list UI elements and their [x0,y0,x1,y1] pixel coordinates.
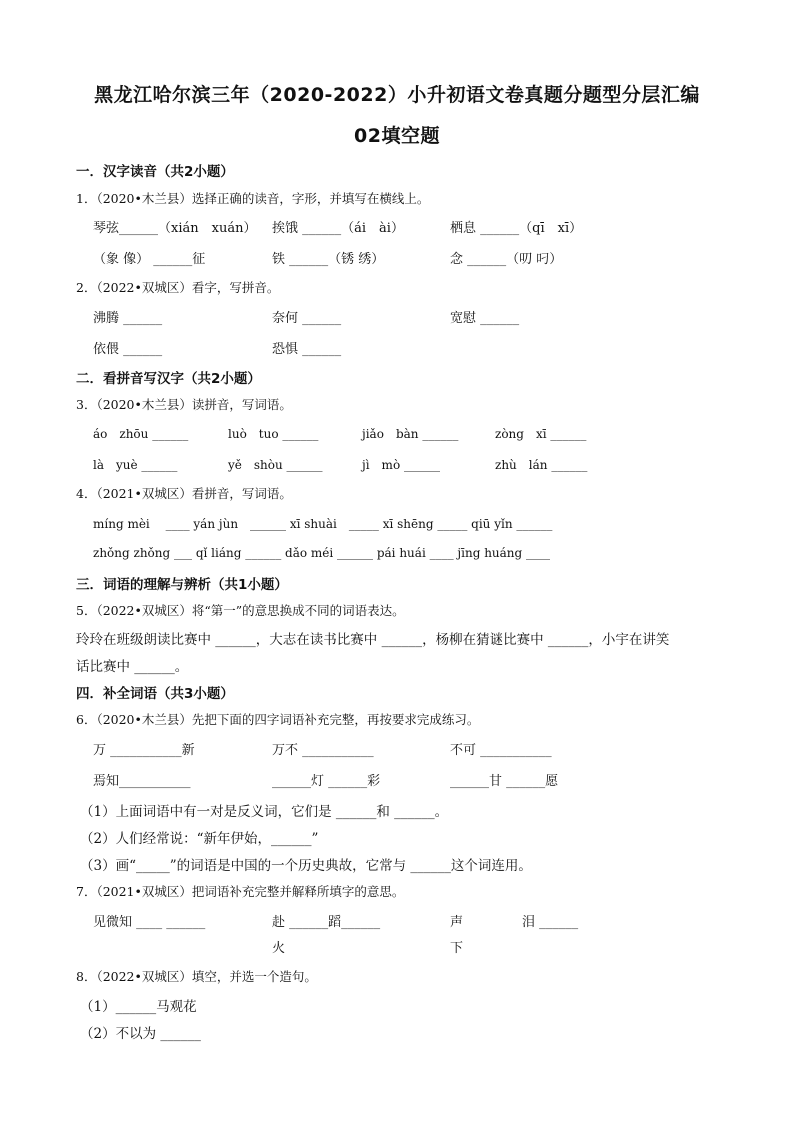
fill-blank-item: 万 ___________新 [93,743,195,758]
question-8-stem: 8．（2022•双城区）填空，并选一个造句。 [76,969,317,984]
pinyin-item: áo zhōu ______ [93,427,189,441]
question-6-stem: 6．（2020•木兰县）先把下面的四字词语补充完整，再按要求完成练习。 [76,712,480,727]
fill-blank-item: 万不 ___________ [272,743,374,758]
question-6-sub-2: （2）人们经常说：“新年伊始，______” [80,831,319,847]
question-2-stem: 2．（2022•双城区）看字，写拼音。 [76,280,280,295]
fill-blank-item: 铁 ______（锈 绣） [272,252,385,267]
question-2-row-1 [0,307,794,327]
fill-blank-item: 念 ______（叨 叼） [450,252,563,267]
pinyin-item: yě shòu ______ [228,458,323,472]
pinyin-item: là yuè ______ [93,458,178,472]
question-6-sub-1: （1）上面词语中有一对是反义词，它们是 ______和 ______。 [80,804,449,820]
question-1-row-2 [0,248,794,268]
fill-blank-item: 见微知 ____ ______ [93,915,206,930]
fill-blank-item: 赴 ______蹈______ [272,915,381,930]
fill-blank-item: 泪 ______ [522,915,579,930]
fill-blank-item: 奈何 ______ [272,311,342,326]
question-1-row-1 [0,217,794,237]
section-heading-pronunciation: 一．汉字读音（共2小题） [76,164,234,180]
fill-blank-item: 下 [450,941,464,956]
question-7-row-1 [0,911,794,931]
fill-blank-item: 栖息 ______（qī xī） [450,221,583,236]
question-6-sub-3: （3）画“_____”的词语是中国的一个历史典故，它常与 ______这个词连用。 [80,858,532,874]
question-8-sub-2: （2）不以为 ______ [80,1026,201,1042]
question-8-sub-1: （1）______马观花 [80,999,197,1015]
question-3-stem: 3．（2020•木兰县）读拼音，写词语。 [76,397,292,412]
fill-blank-item: 焉知___________ [93,774,191,789]
fill-blank-item: 不可 ___________ [450,743,552,758]
question-5-line-2: 话比赛中 ______。 [76,659,189,675]
pinyin-line: zhǒng zhǒng ___ qǐ liáng ______ dǎo méi ______ pái huái ____ jīng huáng ____ [93,546,551,560]
section-heading-word-understanding: 三．词语的理解与辨析（共1小题） [76,577,288,593]
pinyin-line: míng mèi ____ yán jùn ______ xī shuài _____ xī shēng _____ qiū yǐn ______ [93,517,553,531]
question-3-row-2 [0,456,794,476]
section-heading-complete-words: 四．补全词语（共3小题） [76,686,234,702]
question-7-stem: 7．（2021•双城区）把词语补充完整并解释所填字的意思。 [76,884,405,899]
fill-blank-item: 沸腾 ______ [93,311,163,326]
question-2-row-2 [0,338,794,358]
fill-blank-item: ______灯 ______彩 [272,774,381,789]
document-subtitle: 02填空题 [354,125,440,147]
question-6-row-1 [0,739,794,759]
fill-blank-item: 琴弦______（xián xuán） [93,221,257,236]
question-6-row-2 [0,770,794,790]
fill-blank-item: 宽慰 ______ [450,311,520,326]
fill-blank-item: （象 像） ______征 [93,252,206,267]
pinyin-item: jì mò ______ [362,458,440,472]
pinyin-item: jiǎo bàn ______ [362,427,459,441]
question-1-stem: 1．（2020•木兰县）选择正确的读音，字形，并填写在横线上。 [76,191,430,206]
fill-blank-item: 火 [272,941,286,956]
question-4-row-2 [0,546,794,566]
section-heading-pinyin-to-characters: 二．看拼音写汉字（共2小题） [76,371,261,387]
fill-blank-item: 声 [450,915,464,930]
question-4-stem: 4．（2021•双城区）看拼音，写词语。 [76,486,292,501]
pinyin-item: luò tuo ______ [228,427,319,441]
document-title: 黑龙江哈尔滨三年（2020-2022）小升初语文卷真题分题型分层汇编 [94,84,700,106]
question-5-stem: 5．（2022•双城区）将“第一”的意思换成不同的词语表达。 [76,603,405,618]
question-4-row-1 [0,515,794,535]
pinyin-item: zhù lán ______ [495,458,588,472]
question-3-row-1 [0,425,794,445]
pinyin-item: zòng xī ______ [495,427,587,441]
fill-blank-item: 挨饿 ______（ái ài） [272,221,404,236]
fill-blank-item: 依偎 ______ [93,342,163,357]
fill-blank-item: 恐惧 ______ [272,342,342,357]
question-7-row-2 [0,937,794,957]
question-5-line-1: 玲玲在班级朗读比赛中 ______，大志在读书比赛中 ______，杨柳在猜谜比赛中 ______，小宇在讲笑 [76,632,670,648]
fill-blank-item: ______甘 ______愿 [450,774,559,789]
